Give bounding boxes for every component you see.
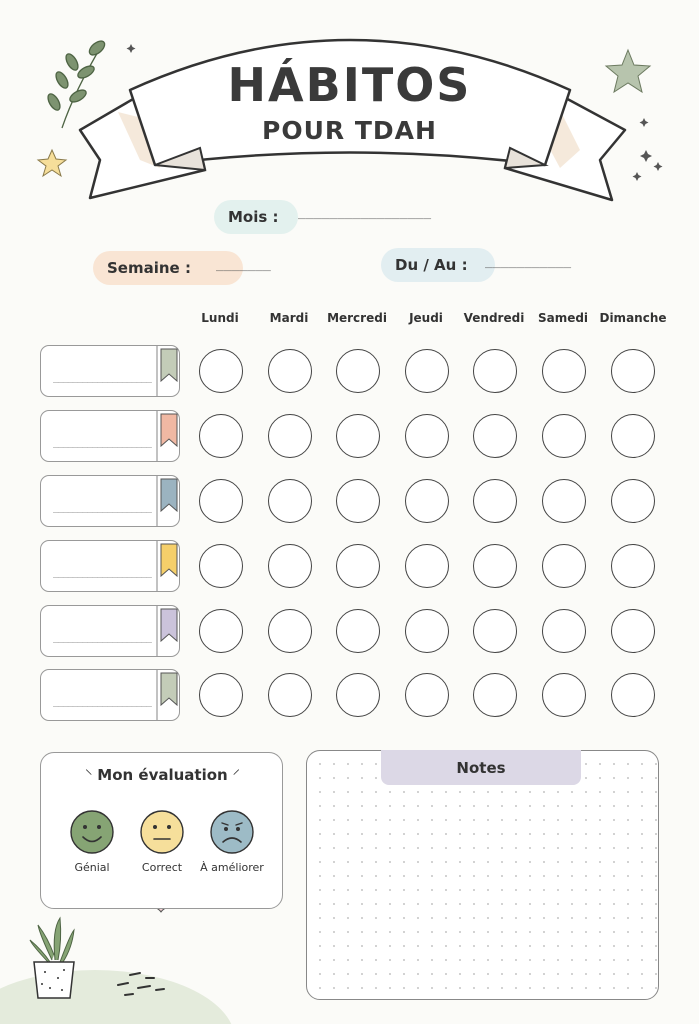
- habit-checkbox-circle[interactable]: [611, 673, 655, 717]
- habit-checkbox-circle[interactable]: [336, 544, 380, 588]
- habit-checkbox-circle[interactable]: [542, 414, 586, 458]
- star-icon: [38, 150, 66, 176]
- habit-checkbox-circle[interactable]: [268, 349, 312, 393]
- habit-name-field[interactable]: [40, 410, 180, 462]
- face-label-genial: Génial: [74, 861, 110, 874]
- habit-checkbox-circle[interactable]: [542, 349, 586, 393]
- bookmark-ribbon-icon: [155, 540, 181, 592]
- habit-checkbox-circle[interactable]: [611, 609, 655, 653]
- bookmark-ribbon-icon: [155, 605, 181, 657]
- notes-area[interactable]: [306, 750, 659, 1000]
- habit-name-line: ____________________: [53, 569, 152, 579]
- duau-pill: [381, 248, 495, 282]
- habit-checkbox-circle[interactable]: [199, 414, 243, 458]
- habit-name-line: ____________________: [53, 634, 152, 644]
- day-header-0: Lundi: [201, 311, 239, 325]
- semaine-label: Semaine :: [107, 259, 191, 277]
- habit-checkbox-circle[interactable]: [405, 414, 449, 458]
- day-header-5: Samedi: [537, 311, 589, 325]
- habit-checkbox-circle[interactable]: [473, 349, 517, 393]
- habit-checkbox-circle[interactable]: [405, 349, 449, 393]
- sparkle-icon: ⸌: [84, 766, 98, 784]
- habit-checkbox-circle[interactable]: [199, 609, 243, 653]
- notes-title: Notes: [381, 750, 581, 785]
- bookmark-ribbon-icon: [155, 475, 181, 527]
- habit-checkbox-circle[interactable]: [268, 673, 312, 717]
- page-subtitle: POUR TDAH: [262, 116, 437, 145]
- habit-checkbox-circle[interactable]: [611, 414, 655, 458]
- habit-name-line: ____________________: [53, 374, 152, 384]
- habit-name-field[interactable]: [40, 345, 180, 397]
- page-title: HÁBITOS: [227, 58, 472, 112]
- habit-name-field[interactable]: [40, 605, 180, 657]
- face-label-ameliorer: À améliorer: [200, 861, 264, 874]
- habit-checkbox-circle[interactable]: [268, 544, 312, 588]
- evaluation-box: [40, 752, 283, 909]
- day-header-1: Mardi: [269, 311, 309, 325]
- habit-checkbox-circle[interactable]: [268, 609, 312, 653]
- habit-checkbox-circle[interactable]: [611, 479, 655, 523]
- face-label-correct: Correct: [141, 861, 183, 874]
- habit-checkbox-circle[interactable]: [473, 414, 517, 458]
- habit-checkbox-circle[interactable]: [199, 544, 243, 588]
- habit-checkbox-circle[interactable]: [473, 673, 517, 717]
- sad-face-icon[interactable]: [211, 811, 253, 853]
- habit-checkbox-circle[interactable]: [199, 673, 243, 717]
- day-header-6: Dimanche: [599, 311, 667, 325]
- mois-input-line[interactable]: _________________: [298, 205, 432, 220]
- habit-checkbox-circle[interactable]: [199, 479, 243, 523]
- habit-name-line: ____________________: [53, 698, 152, 708]
- happy-face-icon[interactable]: [71, 811, 113, 853]
- neutral-face-icon[interactable]: [141, 811, 183, 853]
- day-header-4: Vendredi: [463, 311, 525, 325]
- habit-checkbox-circle[interactable]: [611, 544, 655, 588]
- habit-checkbox-circle[interactable]: [336, 349, 380, 393]
- sparkle-icon: ⸍: [227, 766, 240, 784]
- bookmark-ribbon-icon: [155, 345, 181, 397]
- habit-checkbox-circle[interactable]: [542, 544, 586, 588]
- habit-checkbox-circle[interactable]: [336, 673, 380, 717]
- mois-pill: [214, 200, 298, 234]
- semaine-input-line[interactable]: _______: [216, 257, 271, 272]
- habit-checkbox-circle[interactable]: [405, 544, 449, 588]
- habit-checkbox-circle[interactable]: [542, 479, 586, 523]
- habit-checkbox-circle[interactable]: [473, 544, 517, 588]
- duau-label: Du / Au :: [395, 256, 468, 274]
- habit-name-line: ____________________: [53, 504, 152, 514]
- evaluation-title: ⸌ Mon évaluation ⸍: [84, 766, 240, 784]
- habit-checkbox-circle[interactable]: [542, 673, 586, 717]
- habit-checkbox-circle[interactable]: [473, 609, 517, 653]
- habit-checkbox-circle[interactable]: [336, 609, 380, 653]
- day-header-2: Mercredi: [327, 311, 387, 325]
- bookmark-ribbon-icon: [155, 669, 181, 721]
- faces-svg: [41, 753, 284, 910]
- habit-name-field[interactable]: [40, 540, 180, 592]
- habit-name-field[interactable]: [40, 669, 180, 721]
- habit-name-field[interactable]: [40, 475, 180, 527]
- habit-checkbox-circle[interactable]: [405, 479, 449, 523]
- habit-checkbox-circle[interactable]: [405, 673, 449, 717]
- habit-checkbox-circle[interactable]: [336, 479, 380, 523]
- habit-checkbox-circle[interactable]: [336, 414, 380, 458]
- mois-label: Mois :: [228, 208, 279, 226]
- habit-checkbox-circle[interactable]: [542, 609, 586, 653]
- habit-checkbox-circle[interactable]: [405, 609, 449, 653]
- habit-checkbox-circle[interactable]: [268, 479, 312, 523]
- day-header-3: Jeudi: [409, 311, 443, 325]
- plant-pot-icon: [30, 918, 74, 998]
- habit-checkbox-circle[interactable]: [611, 349, 655, 393]
- habit-checkbox-circle[interactable]: [268, 414, 312, 458]
- duau-input-line[interactable]: ___________: [485, 254, 572, 269]
- habit-name-line: ____________________: [53, 439, 152, 449]
- habit-checkbox-circle[interactable]: [473, 479, 517, 523]
- bookmark-ribbon-icon: [155, 410, 181, 462]
- habit-checkbox-circle[interactable]: [199, 349, 243, 393]
